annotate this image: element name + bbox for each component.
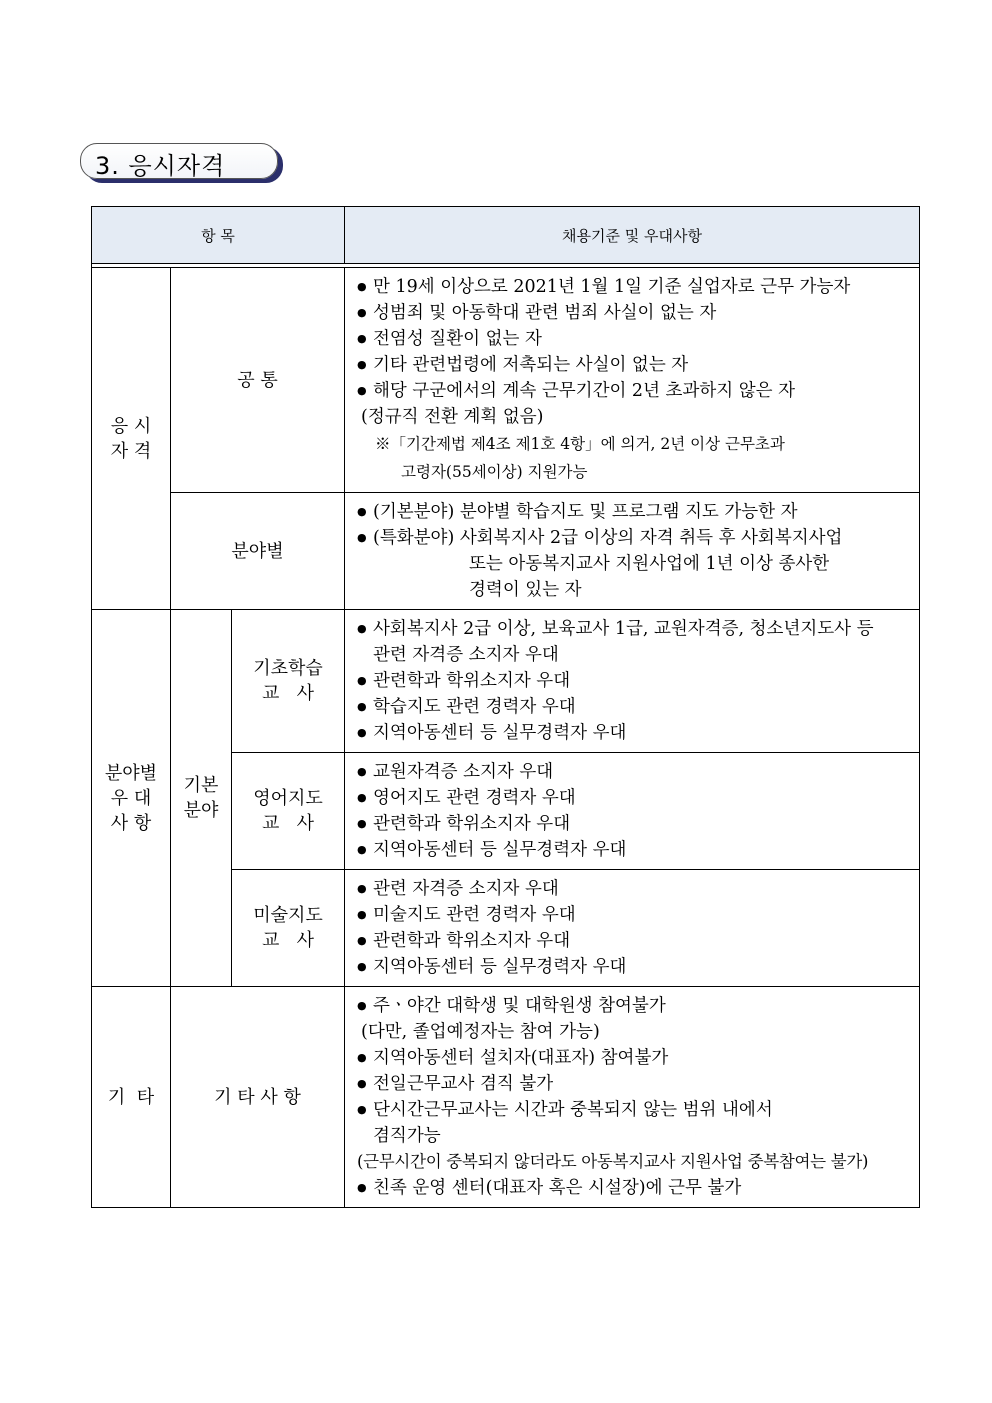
table-header-row — [92, 207, 920, 264]
list-item: ● (특화분야) 사회복지사 2급 이상의 자격 취득 후 사회복지사업 — [357, 525, 911, 551]
table-row — [92, 493, 920, 610]
list-item: ● 교원자격증 소지자 우대 — [357, 759, 911, 785]
list-item: ● 주ㆍ야간 대학생 및 대학원생 참여불가 — [357, 993, 911, 1019]
list-item: ● 관련학과 학위소지자 우대 — [357, 928, 911, 954]
table-row — [92, 268, 920, 493]
note-text: (근무시간이 중복되지 않더라도 아동복지교사 지원사업 중복참여는 불가) — [357, 1152, 869, 1171]
list-item: ● 전일근무교사 겸직 불가 — [357, 1071, 911, 1097]
list-item: ● 지역아동센터 설치자(대표자) 참여불가 — [357, 1045, 911, 1071]
qualification-table — [91, 206, 920, 1208]
note-text: 고령자(55세이상) 지원가능 — [401, 463, 588, 481]
english-teacher-label: 영어지도 교 사 — [232, 753, 345, 870]
list-item: ● 학습지도 관련 경력자 우대 — [357, 694, 911, 720]
list-item: ● 관련 자격증 소지자 우대 — [357, 876, 911, 902]
list-item: ● 단시간근무교사는 시간과 중복되지 않는 범위 내에서 — [357, 1097, 911, 1123]
list-item-continuation: 관련 자격증 소지자 우대 — [373, 645, 559, 665]
list-item-continuation: 또는 아동복지교사 지원사업에 1년 이상 종사한 — [469, 554, 830, 574]
list-item: ● 해당 구군에서의 계속 근무기간이 2년 초과하지 않은 자 — [357, 378, 911, 404]
list-item: ● (기본분야) 분야별 학습지도 및 프로그램 지도 가능한 자 — [357, 499, 911, 525]
by-field-label: 분야별 — [171, 493, 345, 610]
list-item-continuation: 경력이 있는 자 — [469, 580, 582, 600]
list-item: ● 영어지도 관련 경력자 우대 — [357, 785, 911, 811]
note-text: ※「기간제법 제4조 제1호 4항」에 의거, 2년 이상 근무초과 — [375, 435, 785, 453]
english-criteria — [345, 753, 920, 870]
list-item: ● 관련학과 학위소지자 우대 — [357, 811, 911, 837]
basic-field-label: 기본 분야 — [171, 610, 232, 987]
header-criteria: 채용기준 및 우대사항 — [345, 207, 920, 264]
table-row — [92, 610, 920, 753]
basic-learning-teacher-label: 기초학습 교 사 — [232, 610, 345, 753]
art-criteria — [345, 870, 920, 987]
list-item: ● 성범죄 및 아동학대 관련 범죄 사실이 없는 자 — [357, 300, 911, 326]
section-title-box — [80, 143, 278, 179]
other-label: 기 타 — [92, 987, 171, 1208]
preference-label: 분야별 우 대 사 항 — [92, 610, 171, 987]
list-item: ● 친족 운영 센터(대표자 혹은 시설장)에 근무 불가 — [357, 1175, 911, 1201]
list-item-continuation: (다만, 졸업예정자는 참여 가능) — [361, 1022, 600, 1042]
list-item: ● 기타 관련법령에 저촉되는 사실이 없는 자 — [357, 352, 911, 378]
list-item: ● 만 19세 이상으로 2021년 1월 1일 기준 실업자로 근무 가능자 — [357, 274, 911, 300]
list-item: ● 미술지도 관련 경력자 우대 — [357, 902, 911, 928]
list-item: ● 지역아동센터 등 실무경력자 우대 — [357, 720, 911, 746]
list-item: ● 지역아동센터 등 실무경력자 우대 — [357, 954, 911, 980]
other-criteria — [345, 987, 920, 1208]
list-item: ● 사회복지사 2급 이상, 보육교사 1급, 교원자격증, 청소년지도사 등 — [357, 616, 911, 642]
header-item: 항 목 — [92, 207, 345, 264]
list-item-continuation: (정규직 전환 계획 없음) — [361, 407, 544, 427]
common-label: 공 통 — [171, 268, 345, 493]
list-item: ● 전염성 질환이 없는 자 — [357, 326, 911, 352]
qualification-label: 응 시 자 격 — [92, 268, 171, 610]
art-teacher-label: 미술지도 교 사 — [232, 870, 345, 987]
list-item-continuation: 겸직가능 — [373, 1126, 441, 1146]
other-matters-label: 기 타 사 항 — [171, 987, 345, 1208]
list-item: ● 지역아동센터 등 실무경력자 우대 — [357, 837, 911, 863]
section-title: 3. 응시자격 — [95, 152, 226, 180]
basic-learning-criteria — [345, 610, 920, 753]
common-criteria — [345, 268, 920, 493]
table-row — [92, 987, 920, 1208]
by-field-criteria — [345, 493, 920, 610]
list-item: ● 관련학과 학위소지자 우대 — [357, 668, 911, 694]
